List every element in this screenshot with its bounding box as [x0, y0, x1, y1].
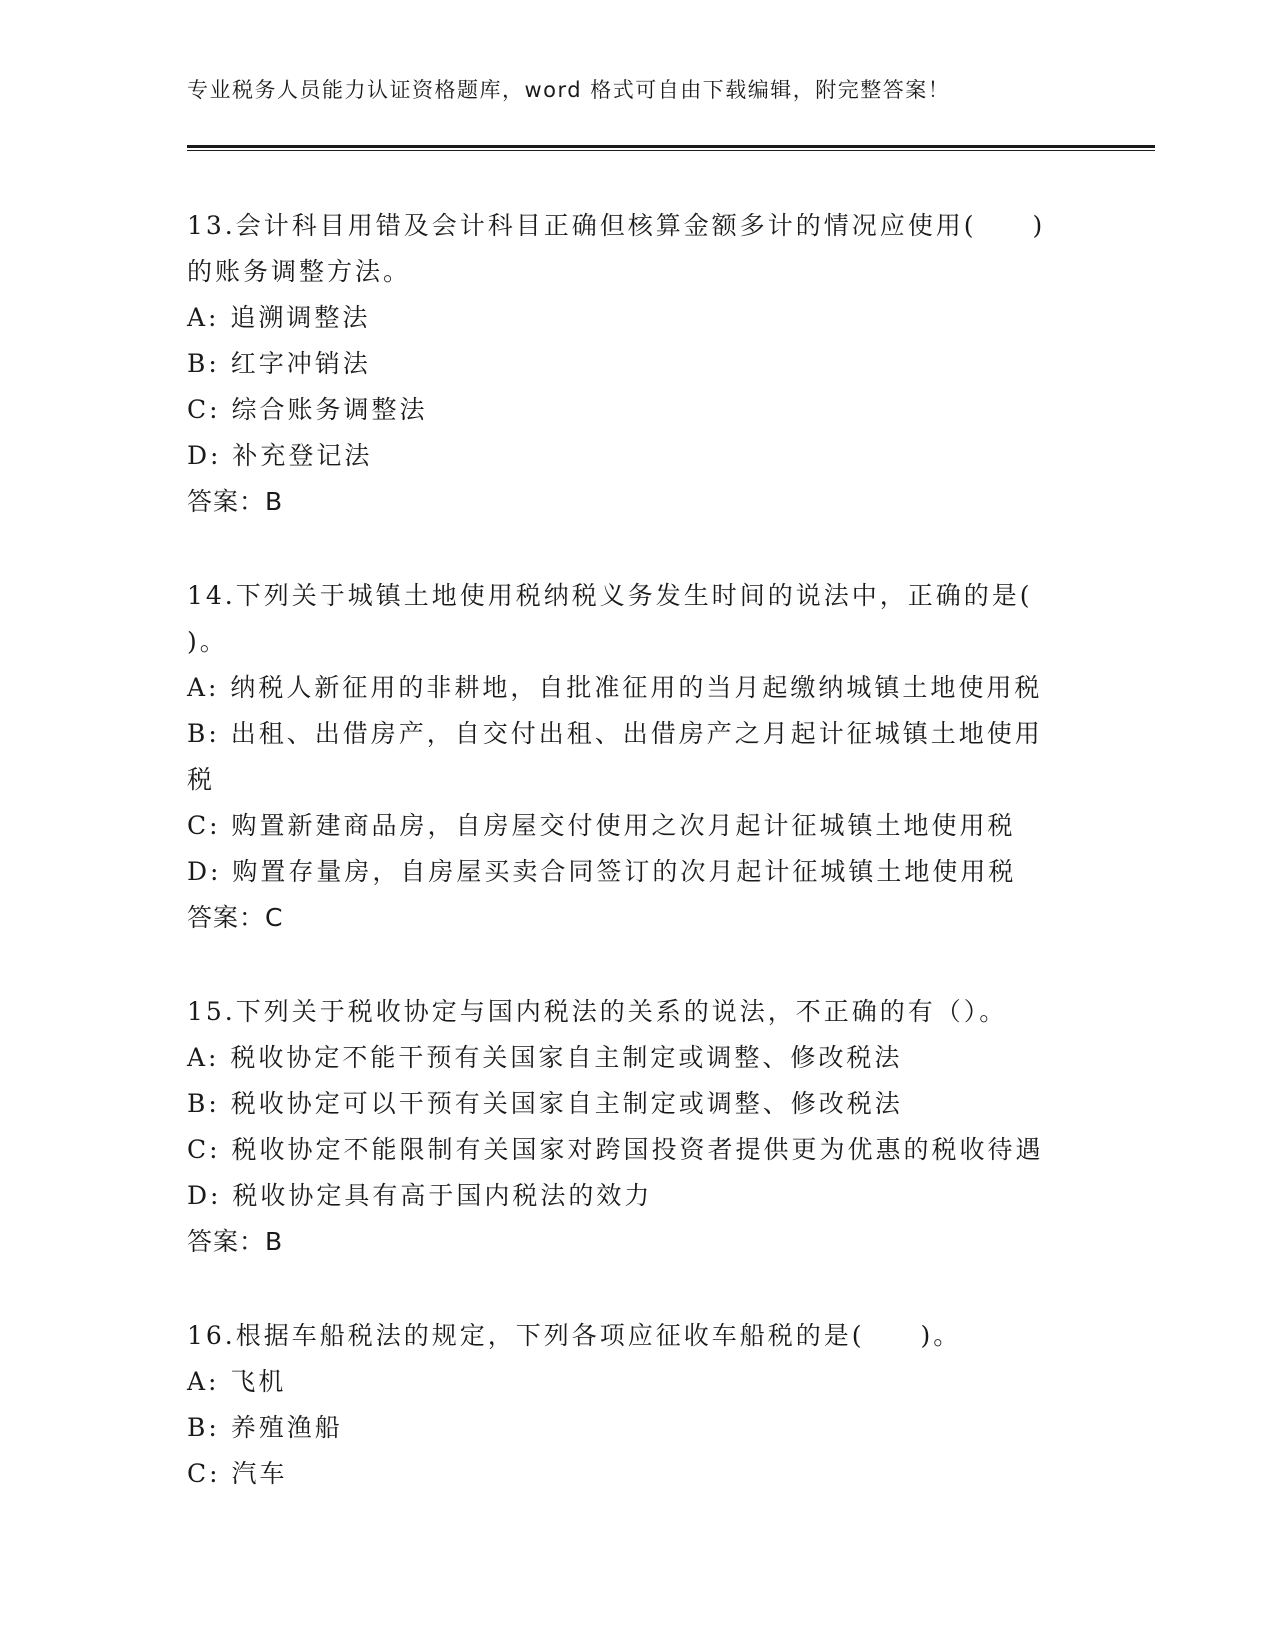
- question-list: [187, 203, 1087, 1545]
- answer: 答案：B: [187, 1227, 284, 1256]
- question-stem: )。: [187, 627, 228, 656]
- header-divider-thin: [187, 150, 1155, 151]
- option-a: A: 纳税人新征用的非耕地，自批准征用的当月起缴纳城镇土地使用税: [187, 673, 1043, 702]
- question-16: [187, 1313, 1087, 1497]
- question-15: [187, 989, 1087, 1265]
- page-header: 专业税务人员能力认证资格题库，word 格式可自由下载编辑，附完整答案！: [187, 78, 951, 102]
- option-a: A: 税收协定不能干预有关国家自主制定或调整、修改税法: [187, 1043, 903, 1072]
- option-c: C: 税收协定不能限制有关国家对跨国投资者提供更为优惠的税收待遇: [187, 1135, 1044, 1164]
- option-a: A: 飞机: [187, 1367, 287, 1396]
- option-d: D: 购置存量房，自房屋买卖合同签订的次月起计征城镇土地使用税: [187, 857, 1017, 886]
- option-b: B: 红字冲销法: [187, 349, 371, 378]
- answer: 答案：C: [187, 903, 284, 932]
- option-b: B: 养殖渔船: [187, 1413, 343, 1442]
- question-13: [187, 203, 1087, 525]
- question-stem: 15.下列关于税收协定与国内税法的关系的说法，不正确的有（）。: [187, 997, 1008, 1026]
- option-a: A: 追溯调整法: [187, 303, 371, 332]
- option-b: B: 出租、出借房产，自交付出租、出借房产之月起计征城镇土地使用: [187, 719, 1043, 748]
- option-c: C: 综合账务调整法: [187, 395, 428, 424]
- question-stem: 13.会计科目用错及会计科目正确但核算金额多计的情况应使用( ): [187, 211, 1046, 240]
- option-c: C: 汽车: [187, 1459, 288, 1488]
- header-divider-thick: [187, 145, 1155, 148]
- option-c: C: 购置新建商品房，自房屋交付使用之次月起计征城镇土地使用税: [187, 811, 1016, 840]
- option-d: D: 税收协定具有高于国内税法的效力: [187, 1181, 653, 1210]
- question-14: [187, 573, 1087, 941]
- answer: 答案：B: [187, 487, 284, 516]
- question-stem: 16.根据车船税法的规定，下列各项应征收车船税的是( )。: [187, 1321, 962, 1350]
- question-stem: 的账务调整方法。: [187, 257, 412, 286]
- question-stem: 14.下列关于城镇土地使用税纳税义务发生时间的说法中，正确的是(: [187, 581, 1033, 610]
- option-b: B: 税收协定可以干预有关国家自主制定或调整、修改税法: [187, 1089, 903, 1118]
- option-d: D: 补充登记法: [187, 441, 373, 470]
- option-b-continued: 税: [187, 765, 216, 794]
